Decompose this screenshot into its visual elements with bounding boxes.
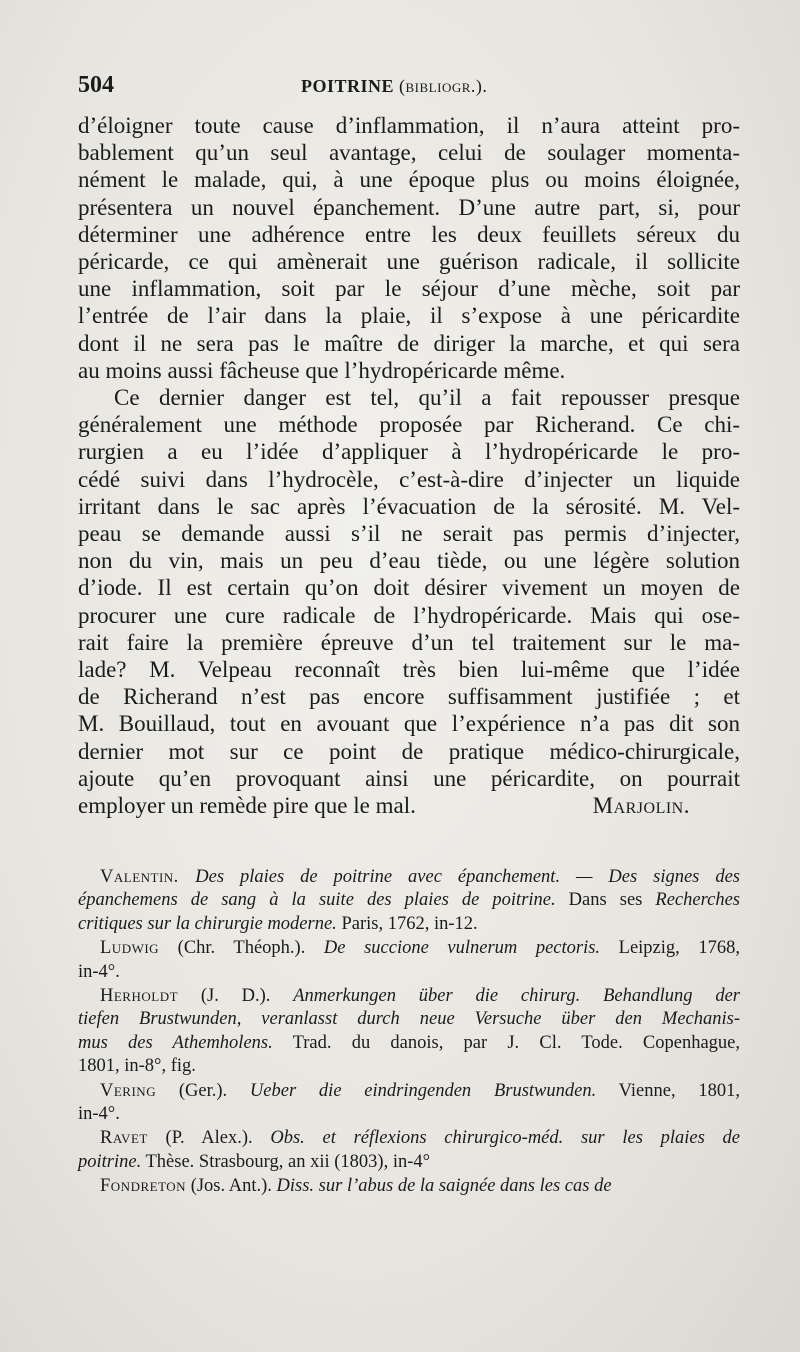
bibliography-detail: (J. D.).	[178, 986, 294, 1007]
bibliography-line	[78, 1008, 740, 1031]
bibliography-entry	[78, 985, 740, 1079]
page-header	[78, 72, 738, 106]
text-line: nément le malade, qui, à une époque plus ou moins éloignée,	[78, 167, 740, 193]
bibliography-line	[78, 889, 740, 912]
text-line: non du vin, mais un peu d’eau tiède, ou une légère solution	[78, 548, 740, 574]
bibliography-title: tiefen Brustwunden, veranlasst durch neue Versuche über den Mechanis-	[78, 1009, 740, 1030]
bibliography-detail: in-4°.	[78, 961, 120, 982]
text-line: l’entrée de l’air dans la plaie, il s’expose à une péricardite	[78, 303, 740, 329]
text-line: M. Bouillaud, tout en avouant que l’expérience n’a pas dit son	[78, 711, 740, 737]
bibliography-line	[78, 1055, 740, 1078]
bibliography-entry	[78, 1127, 740, 1174]
text-line: présentera un nouvel épanchement. D’une autre part, si, pour	[78, 194, 740, 220]
bibliography-entry	[78, 937, 740, 984]
text-line: rait faire la première épreuve d’un tel traitement sur le ma-	[78, 629, 740, 655]
running-head-subtitle: (bibliogr.).	[399, 76, 488, 96]
text-line: péricarde, ce qui amènerait une guérison radicale, il sollicite	[78, 249, 740, 275]
text-line: ajoute qu’en provoquant ainsi une péricardite, on pourrait	[78, 765, 740, 791]
bibliography-detail: (Chr. Théoph.).	[159, 938, 324, 959]
bibliography-line	[78, 1151, 740, 1174]
bibliography-detail: (P. Alex.).	[147, 1128, 271, 1149]
running-head-title: POITRINE	[301, 76, 395, 96]
text-line: déterminer une adhérence entre les deux feuillets séreux du	[78, 221, 740, 247]
text-line: Ce dernier danger est tel, qu’il a fait repousser presque	[114, 385, 740, 411]
text-line: irritant dans le sac après l’évacuation de la sérosité. M. Vel-	[78, 493, 740, 519]
bibliography-title: Obs. et réflexions chirurgico-méd. sur les plaies de	[270, 1128, 740, 1149]
text-line: procurer une cure radicale de l’hydropéricarde. Mais qui ose-	[78, 602, 740, 628]
bibliography-title: poitrine.	[78, 1151, 142, 1172]
bibliography-title: De succione vulnerum pectoris.	[323, 938, 601, 959]
text-line: généralement une méthode proposée par Richerand. Ce chi-	[78, 412, 740, 438]
text-line: rurgien a eu l’idée d’appliquer à l’hydropéricarde le pro-	[78, 439, 740, 465]
bibliography-author: Ludwig	[100, 938, 160, 959]
author-signature: Marjolin.	[592, 793, 690, 819]
text-line: une inflammation, soit par le séjour d’une mèche, soit par	[78, 276, 740, 302]
bibliography-line	[78, 913, 740, 936]
page-number: 504	[78, 72, 114, 98]
bibliography-detail: Dans ses	[555, 890, 656, 911]
bibliography-title: épanchemens de sang à la suite des plaies de poitrine.	[78, 890, 556, 911]
bibliography-detail: Trad. du danois, par J. Cl. Tode. Copenhague,	[272, 1032, 740, 1053]
bibliography-detail: (Jos. Ant.).	[186, 1176, 277, 1197]
bibliography-detail: (Ger.).	[156, 1080, 250, 1101]
bibliography-line	[78, 937, 740, 960]
text-line: lade? M. Velpeau reconnaît très bien lui-même que l’idée	[78, 657, 740, 683]
bibliography-detail: Vienne, 1801,	[596, 1080, 740, 1101]
bibliography-entry	[78, 1080, 740, 1127]
bibliography-title: Recherches	[655, 890, 740, 911]
running-head	[301, 76, 487, 97]
bibliography-line	[78, 1127, 740, 1150]
text-line: de Richerand n’est pas encore suffisamment justifiée ; et	[78, 684, 740, 710]
bibliography-detail: Leipzig, 1768,	[600, 938, 740, 959]
bibliography-title: Ueber die eindringenden Brustwunden.	[249, 1080, 597, 1101]
text-line: peau se demande aussi s’il ne serait pas permis d’injecter,	[78, 521, 740, 547]
bibliography-line	[78, 985, 740, 1008]
bibliography-entry	[78, 1175, 740, 1198]
text-line: cédé suivi dans l’hydrocèle, c’est-à-dire d’injecter un liquide	[78, 466, 740, 492]
bibliography-detail: 1801, in-8°, fig.	[78, 1056, 196, 1077]
bibliography-line	[78, 1103, 740, 1126]
text-line: d’iode. Il est certain qu’on doit désirer vivement un moyen de	[78, 575, 740, 601]
bibliography-detail: Paris, 1762, in-12.	[336, 913, 478, 934]
text-line: dont il ne sera pas le maître de diriger la marche, et qui sera	[78, 330, 740, 356]
text-line: bablement qu’un seul avantage, celui de soulager momenta-	[78, 140, 740, 166]
bibliography-detail: Thèse. Strasbourg, an xii (1803), in-4°	[141, 1151, 431, 1172]
bibliography-title: critiques sur la chirurgie moderne.	[78, 913, 337, 934]
bibliography-title: mus des Athemholens.	[78, 1032, 273, 1053]
bibliography-author: Valentin.	[100, 867, 196, 887]
text-line-final: employer un remède pire que le mal.	[78, 793, 416, 819]
closing-line	[78, 792, 740, 819]
text-line: au moins aussi fâcheuse que l’hydropéricarde même.	[78, 357, 566, 383]
body-text	[78, 112, 740, 819]
bibliography-title: Des plaies de poitrine avec épanchement. — Des signes des	[195, 867, 740, 887]
bibliography-line	[78, 1175, 740, 1198]
bibliography-line	[78, 1080, 740, 1103]
bibliography-author: Vering	[100, 1080, 157, 1101]
text-line: dernier mot sur ce point de pratique médico-chirurgicale,	[78, 738, 740, 764]
bibliography	[78, 866, 740, 1200]
bibliography-entry	[78, 866, 740, 936]
bibliography-line	[78, 961, 740, 984]
bibliography-line	[78, 1032, 740, 1055]
bibliography-author: Ravet	[100, 1128, 148, 1149]
bibliography-author: Herholdt	[100, 986, 179, 1007]
bibliography-title: Anmerkungen über die chirurg. Behandlung der	[293, 986, 740, 1007]
text-line: d’éloigner toute cause d’inflammation, il n’aura atteint pro-	[78, 113, 740, 138]
bibliography-detail: in-4°.	[78, 1104, 120, 1125]
bibliography-title: Diss. sur l’abus de la saignée dans les cas de	[276, 1176, 612, 1197]
bibliography-author: Fondreton	[100, 1176, 187, 1197]
bibliography-line	[78, 866, 740, 889]
